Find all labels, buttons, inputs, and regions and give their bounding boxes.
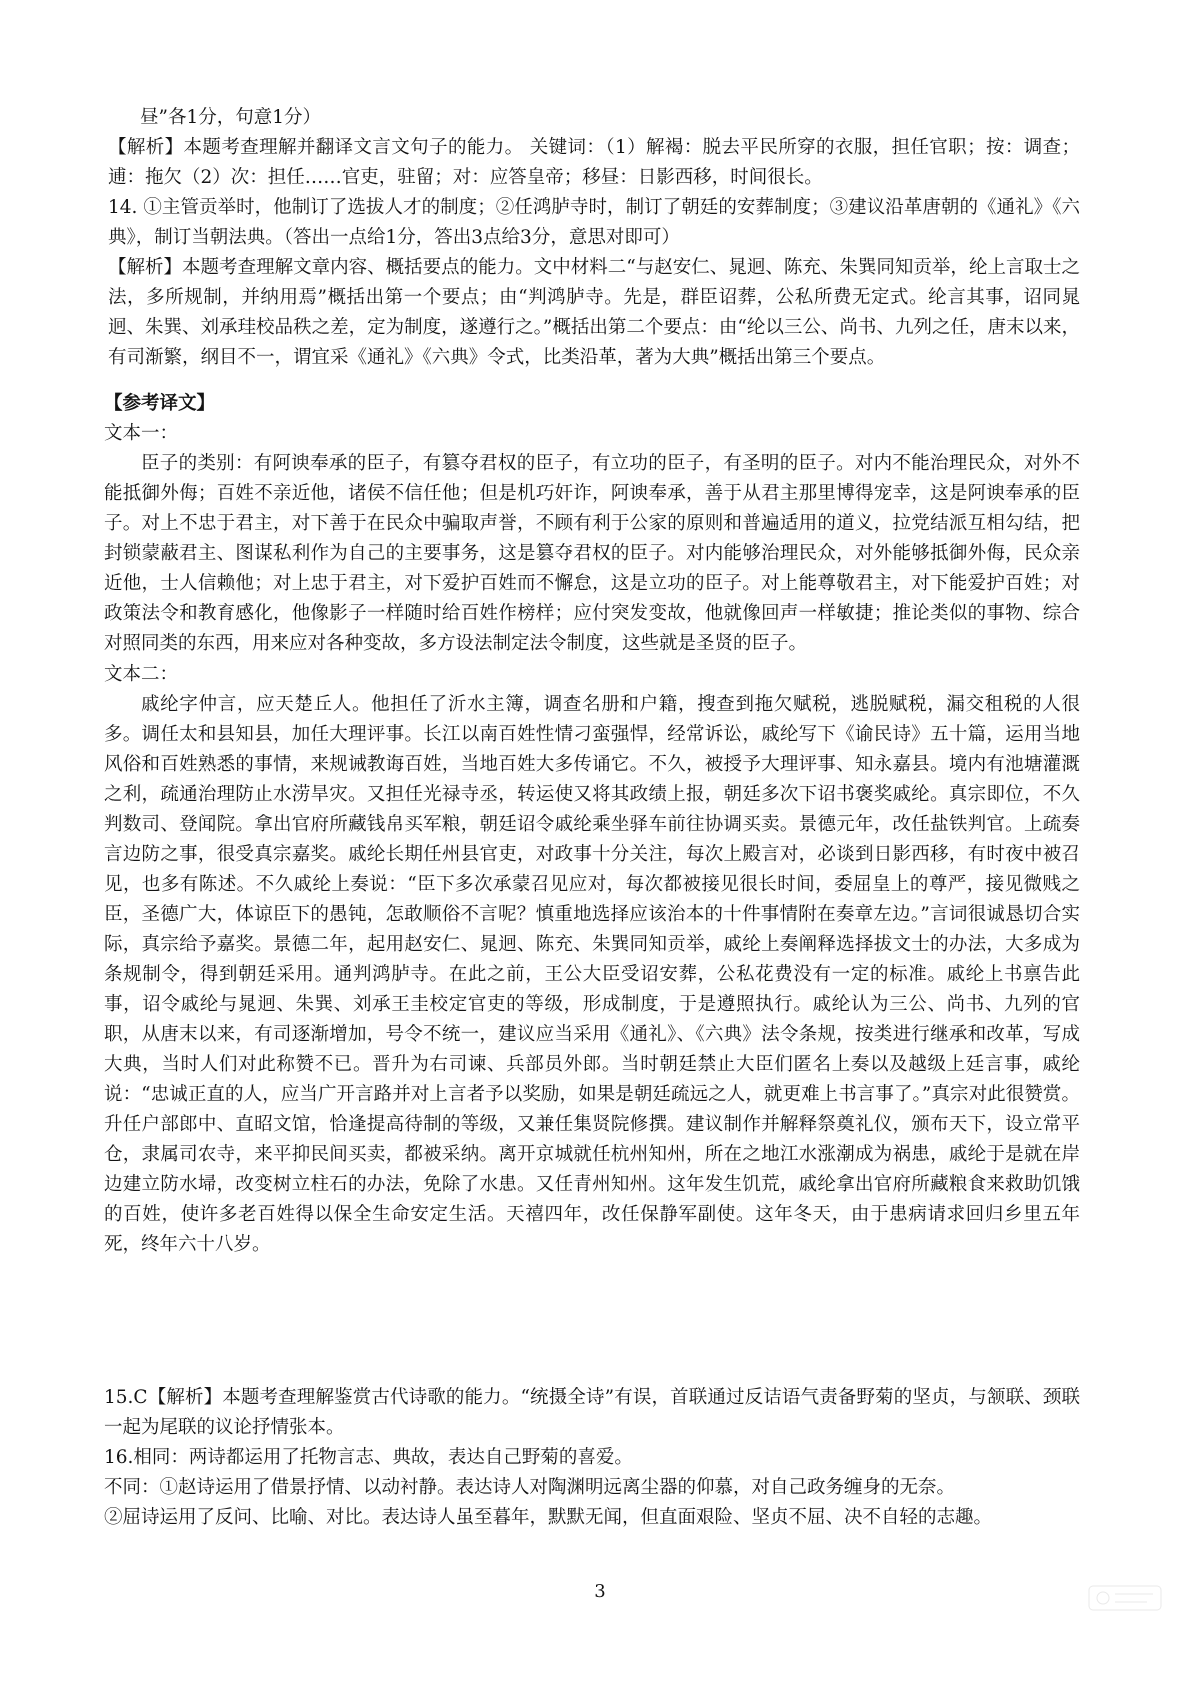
q16-diff-2: ②屈诗运用了反问、比喻、对比。表达诗人虽至暮年，默默无闻，但直面艰险、坚贞不屈、决不自轻的志趣。 [104,1507,993,1528]
text2-label: 文本二： [104,664,179,685]
q13-analysis: 【解析】本题考查理解并翻译文言文句子的能力。 关键词：（1）解褐：脱去平民所穿的衣服，担任官职；按：调查；逋：拖欠（2）次：担任……官吏，驻留；对：应答皇帝；移昼：日影西移，时间很长。 [108,137,1080,188]
q13-answer-tail: 昼”各1分，句意1分） [140,107,321,128]
text2-translation: 戚纶字仲言，应天楚丘人。他担任了沂水主簿，调查名册和户籍，搜查到拖欠赋税，逃脱赋税，漏交租税的人很多。调任太和县知县，加任大理评事。长江以南百姓性情刁蛮强悍，经常诉讼，戚纶写下《谕民诗》五十篇，运用当地风俗和百姓熟悉的事情，来规诫教诲百姓，当地百姓大多传诵它。不久，被授予大理评事、知永嘉县。境内有池塘灌溉之利，疏通治理防止水涝旱灾。又担任光禄寺丞，转运使又将其政绩上报，朝廷多次下诏书褒奖戚纶。真宗即位，不久判数司、登闻院。拿出官府所藏钱帛买军粮，朝廷诏令戚纶乘坐驿车前往协调买卖。景德元年，改任盐铁判官。上疏奏言边防之事，很受真宗嘉奖。戚纶长期任州县官吏，对政事十分关注，每次上殿言对，必谈到日影西移，有时夜中被召见，也多有陈述。不久戚纶上奏说：“臣下多次承蒙召见应对，每次都被接见很长时间，委屈皇上的尊严，接见微贱之臣，圣德广大，体谅臣下的愚钝，怎敢顺俗不言呢？慎重地选择应该治本的十件事情附在奏章左边。”言词很诚恳切合实际，真宗给予嘉奖。景德二年，起用赵安仁、晁迥、陈充、朱巽同知贡举，戚纶上奏阐释选择拔文士的办法，大多成为条规制令，得到朝廷采用。通判鸿胪寺。在此之前，王公大臣受诏安葬，公私花费没有一定的标准。戚纶上书禀告此事，诏令戚纶与晁迥、朱巽、刘承王圭校定官吏的等级，形成制度，于是遵照执行。戚纶认为三公、尚书、九列的官职，从唐末以来，有司逐渐增加，号令不统一，建议应当采用《通礼》、《六典》法令条规，按类进行继承和改革，写成大典，当时人们对此称赞不已。晋升为右司谏、兵部员外郎。当时朝廷禁止大臣们匿名上奏以及越级上廷言事，戚纶说：“忠诚正直的人，应当广开言路并对上言者予以奖励，如果是朝廷疏远之人，就更难上书言事了。”真宗对此很赞赏。升任户部郎中、直昭文馆，恰逢提高待制的等级，又兼任集贤院修撰。建议制作并解释祭奠礼仪，颁布天下，设立常平仓，隶属司农寺，来平抑民间买卖，都被采纳。离开京城就任杭州知州，所在之地江水涨潮成为祸患，戚纶于是就在岸边建立防水埽，改变树立柱石的办法，免除了水患。又任青州知州。这年发生饥荒，戚纶拿出官府所藏粮食来救助饥饿的百姓，使许多老百姓得以保全生命安定生活。天禧四年，改任保静军副使。这年冬天，由于患病请求回归乡里五年死，终年六十八岁。 [104,694,1080,1255]
text1-label: 文本一： [104,423,179,444]
reference-translation-heading: 【参考译文】 [104,393,216,414]
q14-analysis: 【解析】本题考查理解文章内容、概括要点的能力。文中材料二“与赵安仁、晁迥、陈充、朱巽同知贡举，纶上言取士之法，多所规制，并纳用焉”概括出第一个要点；由“判鸿胪寺。先是，群臣诏葬，公私所费无定式。纶言其事，诏同晁迥、朱巽、刘承珪校品秩之差，定为制度，遂遵行之。”概括出第二个要点：由“纶以三公、尚书、九列之任，唐末以来，有司渐繁，纲目不一，谓宜采《通礼》《六典》令式，比类沿革，著为大典”概括出第三个要点。 [108,257,1080,368]
text1-translation: 臣子的类别：有阿谀奉承的臣子，有篡夺君权的臣子，有立功的臣子，有圣明的臣子。对内不能治理民众，对外不能抵御外侮；百姓不亲近他，诸侯不信任他；但是机巧奸诈，阿谀奉承，善于从君主那里博得宠幸，这是阿谀奉承的臣子。对上不忠于君主，对下善于在民众中骗取声誉，不顾有利于公家的原则和普遍适用的道义，拉党结派互相勾结，把封锁蒙蔽君主、图谋私利作为自己的主要事务，这是篡夺君权的臣子。对内能够治理民众，对外能够抵御外侮，民众亲近他，士人信赖他；对上忠于君主，对下爱护百姓而不懈怠，这是立功的臣子。对上能尊敬君主，对下能爱护百姓；对政策法令和教育感化，他像影子一样随时给百姓作榜样；应付突发变故，他就像回声一样敏捷；推论类似的事物、综合对照同类的东西，用来应对各种变故，多方设法制定法令制度，这些就是圣贤的臣子。 [104,453,1080,654]
q15-answer: 15.C【解析】本题考查理解鉴赏古代诗歌的能力。“统摄全诗”有误，首联通过反诘语气责备野菊的坚贞，与颔联、颈联一起为尾联的议论抒情张本。 [104,1387,1080,1438]
q16-diff-1: 不同：①赵诗运用了借景抒情、以动衬静。表达诗人对陶渊明远离尘器的仰慕，对自己政务缠身的无奈。 [104,1477,956,1498]
watermark-logo [1085,1578,1165,1618]
q14-answer: 14. ①主管贡举时，他制订了选拔人才的制度；②任鸿胪寺时，制订了朝廷的安葬制度；③建议沿革唐朝的《通礼》《六典》，制订当朝法典。（答出一点给1分，答出3点给3分，意思对即可） [108,197,1080,248]
page-number: 3 [594,1581,606,1602]
q16-same: 16.相同：两诗都运用了托物言志、典故，表达自己野菊的喜爱。 [104,1447,633,1468]
